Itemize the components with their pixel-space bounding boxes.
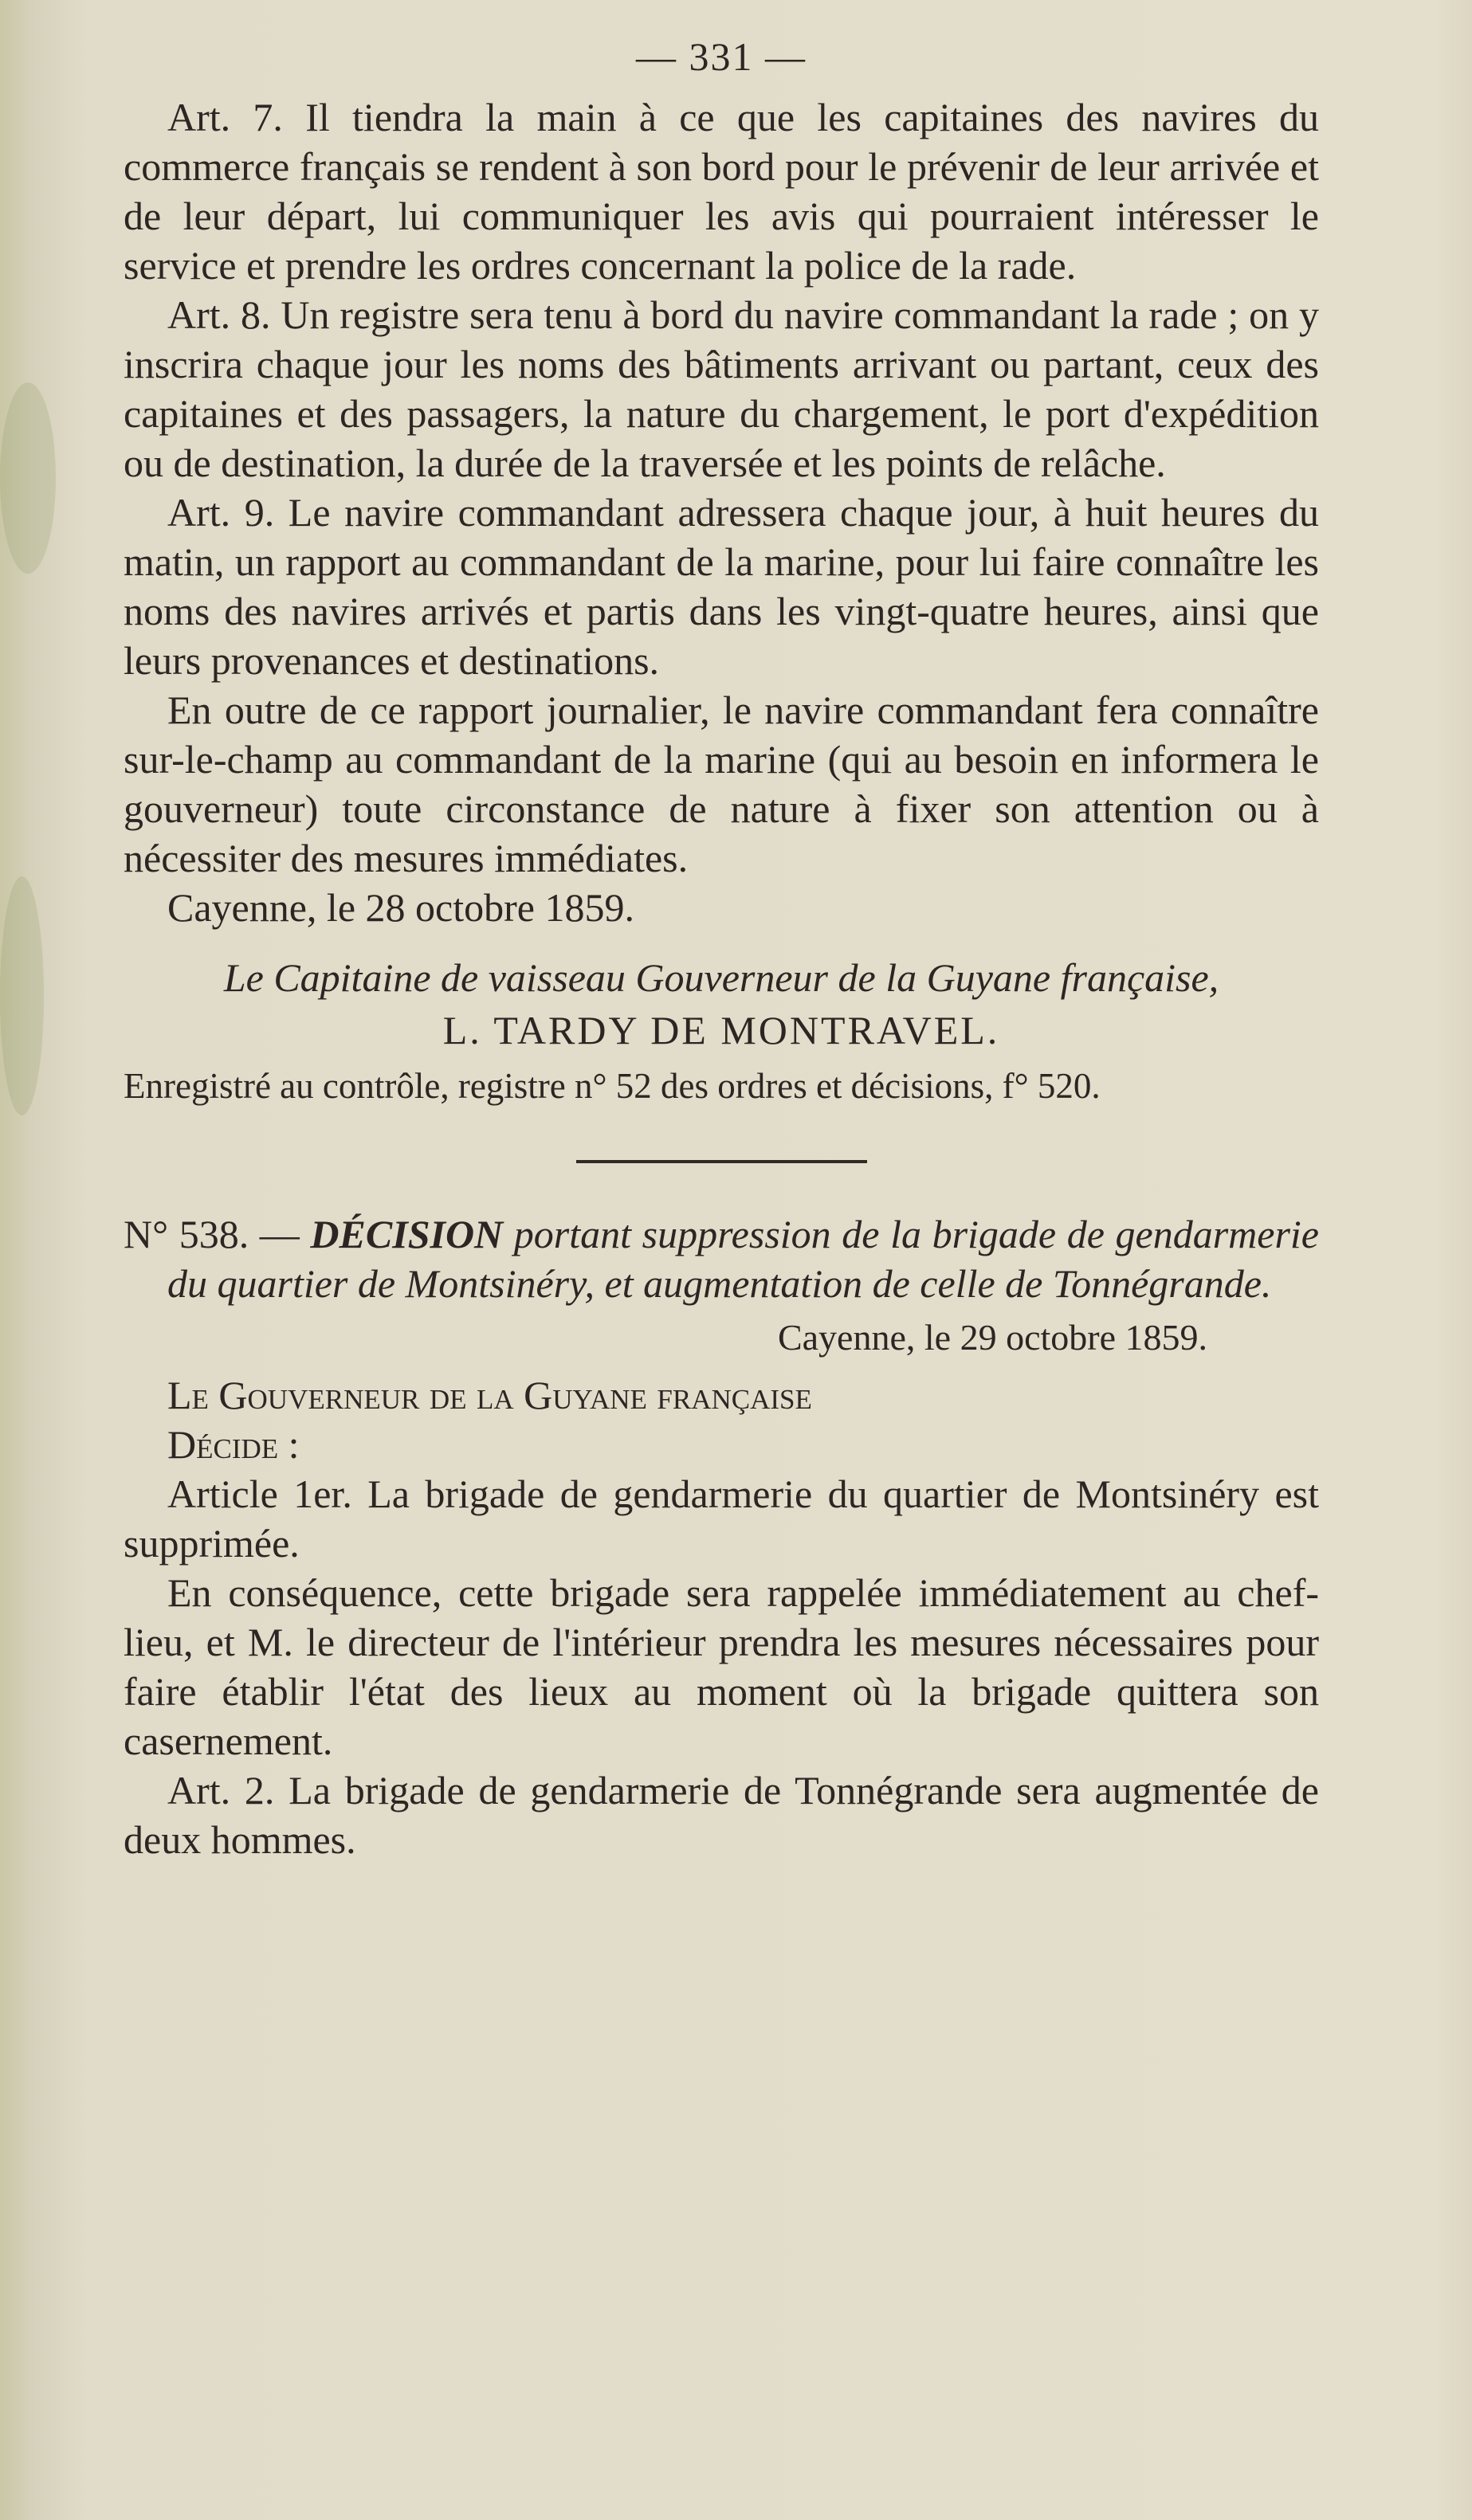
text-block bbox=[124, 24, 1319, 1864]
section-divider bbox=[576, 1160, 867, 1163]
page-stain bbox=[0, 876, 44, 1115]
decision-number: N° 538. — bbox=[124, 1212, 300, 1256]
signer-title: Le Capitaine de vaisseau Gouverneur de la Guyane française, bbox=[223, 955, 1219, 1000]
decision-place-date: Cayenne, le 29 octobre 1859. bbox=[777, 1317, 1207, 1358]
decides-line: Décide : bbox=[167, 1422, 300, 1467]
governor-line: Le Gouverneur de la Guyane française bbox=[167, 1373, 812, 1417]
page-stain bbox=[0, 382, 56, 574]
decision-article-1-continuation: En conséquence, cette brigade sera rappelée immédiatement au chef-lieu, et M. le directeur de l'intérieur prendra les mesures nécessaires pour faire établir l'état des lieux au moment où la brigade quittera son casernement. bbox=[124, 1570, 1319, 1763]
place-date: Cayenne, le 28 octobre 1859. bbox=[167, 885, 634, 930]
registration-note: Enregistré au contrôle, registre n° 52 des ordres et décisions, f° 520. bbox=[124, 1066, 1101, 1106]
decision-article-1: Article 1er. La brigade de gendarmerie du quartier de Montsinéry est supprimée. bbox=[124, 1472, 1319, 1566]
decision-article-2: Art. 2. La brigade de gendarmerie de Tonnégrande sera augmentée de deux hommes. bbox=[124, 1768, 1319, 1862]
decision-heading bbox=[124, 1209, 1319, 1308]
page-number: — 331 — bbox=[636, 34, 807, 79]
signer-name: L. TARDY DE MONTRAVEL. bbox=[442, 1008, 1000, 1052]
article-7: Art. 7. Il tiendra la main à ce que les capitaines des navires du commerce français se rendent à son bord pour le prévenir de leur arrivée et de leur départ, lui communiquer les avis qui pourraient intéresser le service et prendre les ordres concernant la police de la rade. bbox=[124, 95, 1319, 288]
article-8: Art. 8. Un registre sera tenu à bord du navire commandant la rade ; on y inscrira chaque jour les noms des bâtiments arrivant ou partant, ceux des capitaines et des passagers, la nature du chargement, le port d'expédition ou de destination, la durée de la traversée et les points de relâche. bbox=[124, 292, 1319, 485]
decision-label: DÉCISION bbox=[310, 1212, 504, 1256]
article-9-continuation: En outre de ce rapport journalier, le navire commandant fera connaître sur-le-champ au commandant de la marine (qui au besoin en informera le gouverneur) toute circonstance de nature à fixer son attention ou à nécessiter des mesures immédiates. bbox=[124, 688, 1319, 880]
decision-subject: portant suppression de la brigade de gendarmerie du quartier de Montsinéry, et augmentation de celle de Tonnégrande. bbox=[167, 1212, 1320, 1306]
article-9: Art. 9. Le navire commandant adressera chaque jour, à huit heures du matin, un rapport au commandant de la marine, pour lui faire connaître les noms des navires arrivés et partis dans les vingt-quatre heures, ainsi que leurs provenances et destinations. bbox=[124, 490, 1319, 683]
